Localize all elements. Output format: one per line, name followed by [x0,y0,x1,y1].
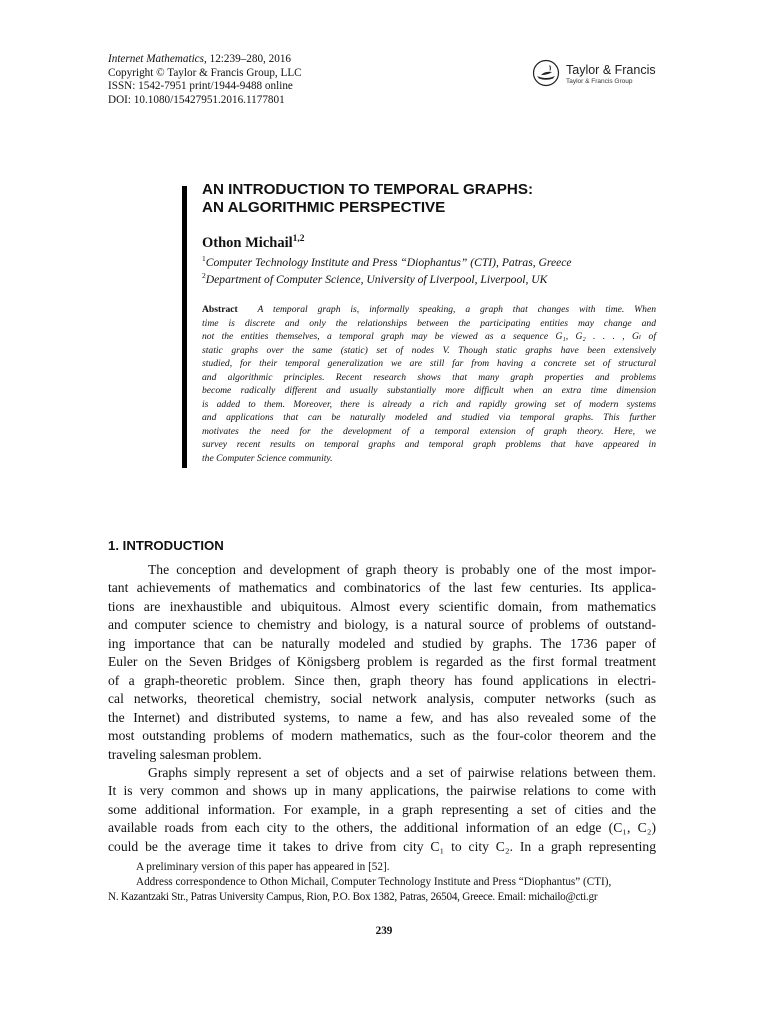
abstract-line: the Computer Science community. [202,453,333,465]
abstract-line: become radically different and usually substantially more difficult when an extra time dimension [202,385,656,397]
body-line: some additional information. For example, in a graph representing a set of cities and the [108,801,656,817]
body-line: It is very common and shows up in many applications, the pairwise relations to come with [108,783,656,799]
doi-line: DOI: 10.1080/15427951.2016.1177801 [108,93,285,106]
title-line-1: AN INTRODUCTION TO TEMPORAL GRAPHS: [202,181,534,198]
lamp-icon [530,59,562,87]
author-affiliation-marks: 1,2 [292,234,305,244]
abstract [202,303,656,466]
body-line: cal networks, theoretical chemistry, social network analysis, computer networks (such as [108,691,656,707]
abstract-line: static graphs over the same (static) set of nodes V. Though static graphs have been extensively [202,344,656,356]
publisher-logo [530,59,660,87]
body-line: available roads from each city to the others, the additional information of an edge (C₁, C₂) [108,820,656,836]
publisher-group: Taylor & Francis Group [566,78,633,85]
journal-name: Internet Mathematics [108,53,205,65]
abstract-line: survey recent results on temporal graphs and temporal graph problems that have appeared in [202,439,656,451]
affiliation-2 [202,271,547,286]
affiliation-mark: 2 [202,271,206,280]
abstract-line: time is discrete and only the relationships between the participating entities may change and [202,317,656,329]
journal-line [108,53,302,67]
page-number: 239 [375,925,393,937]
abstract-line: and applications that can be naturally modeled and studied via temporal graphs. This further [202,412,656,424]
publisher-name: Taylor & Francis [566,63,656,77]
journal-metadata [108,53,302,107]
affiliation-text: Computer Technology Institute and Press “Diophantus” (CTI), Patras, Greece [205,255,572,269]
body-line: The conception and development of graph theory is probably one of the most impor- [148,562,656,577]
footnote-line: Address correspondence to Othon Michail, Computer Technology Institute and Press “Diophantus” (CTI), [136,876,612,888]
article-title [202,181,533,216]
affiliation-mark: 1 [202,254,206,263]
affiliation-text: Department of Computer Science, University of Liverpool, Liverpool, UK [205,272,548,286]
body-line: of a graph-theoretic problem. Since then, graph theory has found applications in electri- [108,672,656,688]
body-line: tions are inexhaustible and ubiquitous. Almost every scientific domain, from mathematics [108,598,656,614]
issn-line: ISSN: 1542-7951 print/1944-9488 online [108,80,293,93]
abstract-line: studied, for their temporal generalization we are still far from having a concrete set of structural [202,358,656,370]
affiliation-1 [202,254,572,269]
section-body [108,561,656,856]
footnotes [108,860,656,905]
abstract-line: motivates the need for the development of a temporal extension of graph theory. Here, we [202,425,656,437]
copyright-line: Copyright © Taylor & Francis Group, LLC [108,66,302,79]
author-name [202,234,305,252]
abstract-line: and algorithmic principles. Recent research shows that many graph properties and problems [202,371,656,383]
body-line: traveling salesman problem. [108,746,262,762]
author-text: Othon Michail [202,234,293,251]
body-line: the Internet) and distributed systems, to name a few, and has also revealed some of the [108,709,656,725]
body-line: most outstanding problems of modern mathematics, such as the four-color theorem and the [108,728,656,744]
body-line: Euler on the Seven Bridges of Königsberg problem is regarded as the first formal treatment [108,654,656,670]
body-line: tant achievements of mathematics and combinatorics of the last few centuries. Its applica- [108,580,656,596]
abstract-line [202,303,656,317]
abstract-line: not the entities themselves, a temporal graph may be viewed as a sequence G₁, G₂ . . . , Gₗ of [202,331,656,343]
journal-volume: , 12:239–280, 2016 [204,53,292,65]
body-line: Graphs simply represent a set of objects and a set of pairwise relations between them. [148,764,656,780]
abstract-line: is added to them. Moreover, there is already a rich and rapidly growing set of modern systems [202,398,656,410]
body-line: could be the average time it takes to drive from city C₁ to city C₂. In a graph representing [108,838,656,854]
abstract-label: Abstract [202,304,238,315]
body-line: ing importance that can be naturally modeled and studied by graphs. The 1736 paper of [108,635,656,651]
footnote-line: A preliminary version of this paper has appeared in [52]. [136,861,390,873]
body-line: and computer science to chemistry and biology, is a natural source of problems of outstand- [108,617,656,633]
title-rule [182,186,187,468]
abstract-line-text: A temporal graph is, informally speaking, a graph that changes with time. When [257,304,657,315]
section-heading: 1. INTRODUCTION [108,538,224,553]
title-line-2: AN ALGORITHMIC PERSPECTIVE [202,198,446,216]
footnote-line: N. Kazantzaki Str., Patras University Campus, Rion, P.O. Box 1382, Patras, 26504, Greece. Email: michailo@cti.gr [108,891,598,903]
